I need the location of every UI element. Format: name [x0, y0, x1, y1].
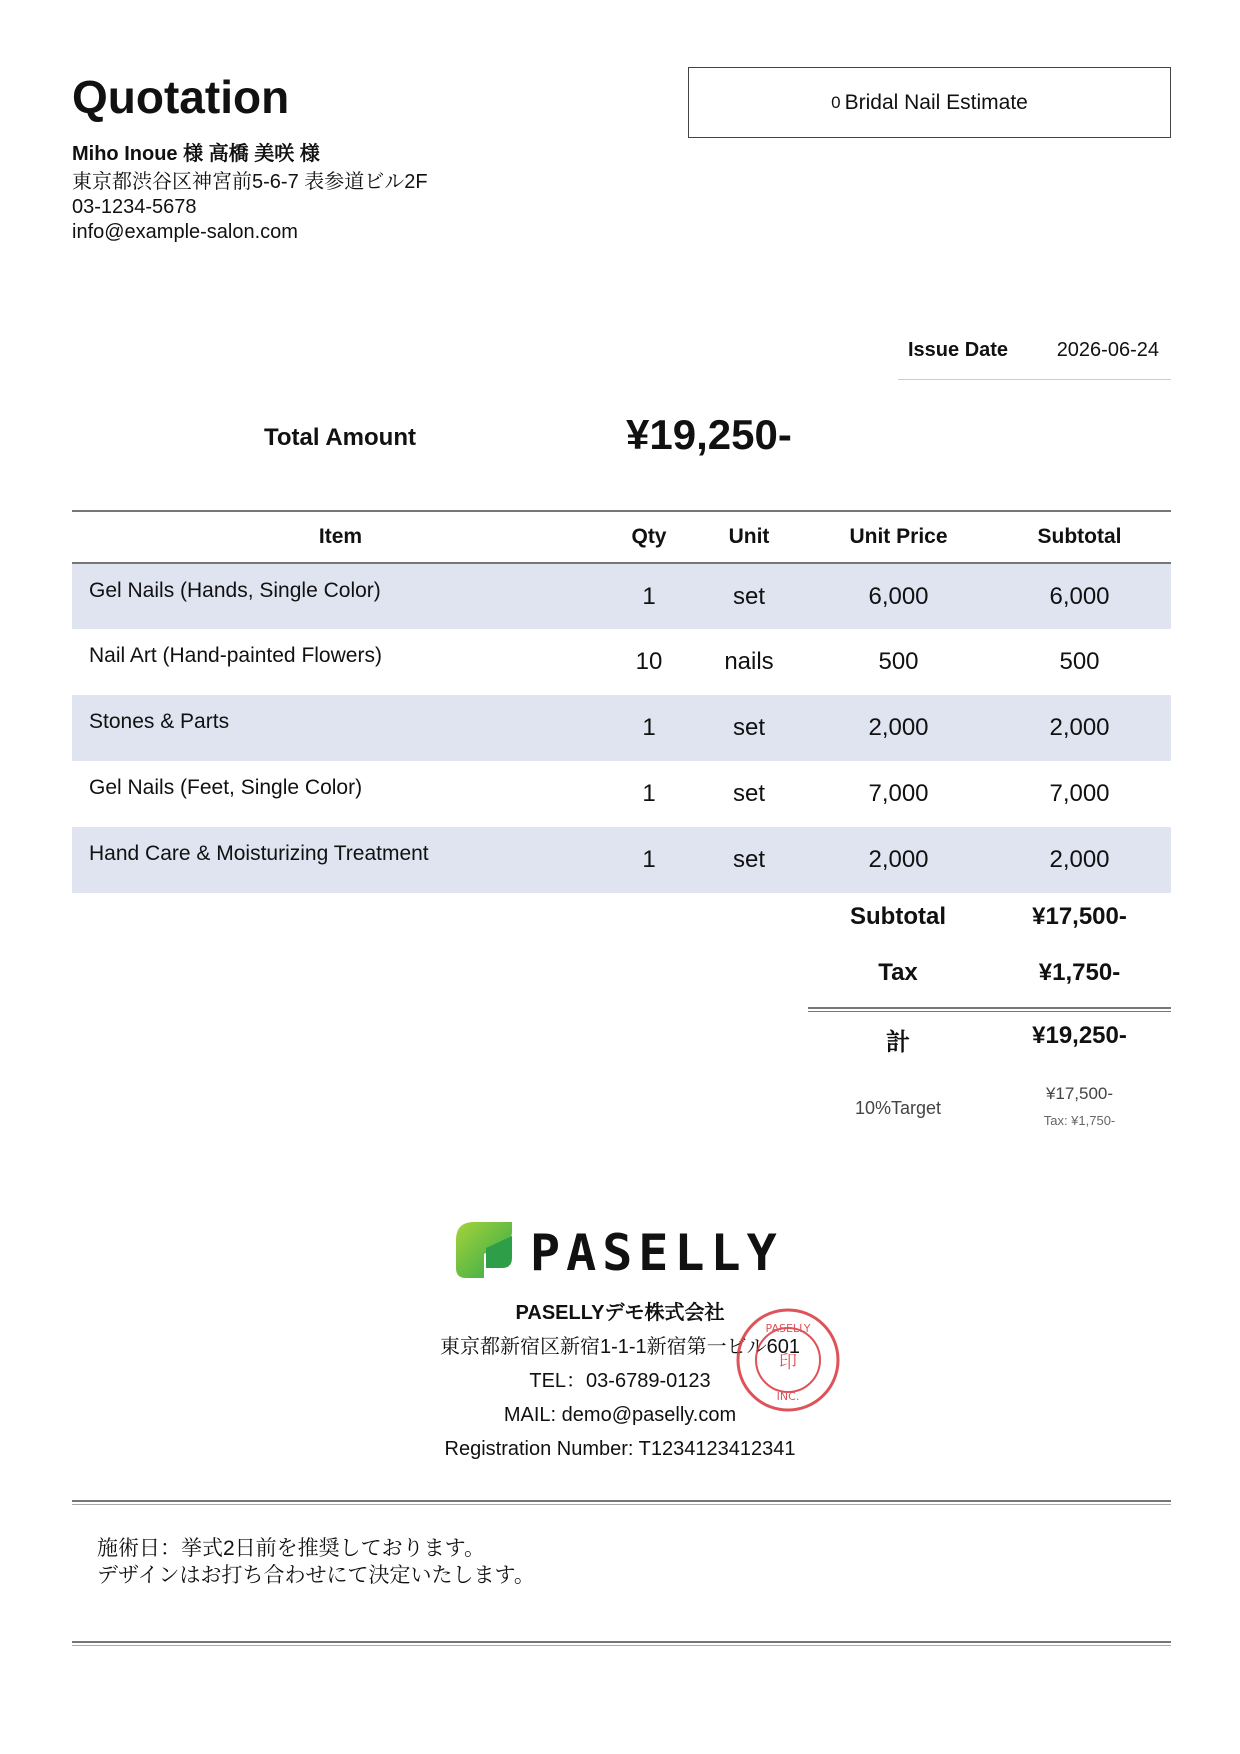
item-unit: set: [689, 563, 809, 629]
totals-divider: [808, 1007, 1171, 1012]
subject-box: [688, 67, 1171, 138]
tax-label: Tax: [878, 959, 918, 986]
item-unit: set: [689, 827, 809, 893]
notes-top-divider: [72, 1500, 1171, 1505]
table-row: [72, 629, 1171, 695]
tax-target-tax: Tax: ¥1,750-: [1043, 1113, 1116, 1128]
item-name: Gel Nails (Feet, Single Color): [89, 776, 363, 799]
tax-value: ¥1,750-: [1038, 959, 1121, 986]
company-name: PASELLYデモ株式会社: [515, 1302, 725, 1324]
item-name: Stones & Parts: [72, 695, 609, 761]
issue-date-label: Issue Date: [908, 339, 1009, 361]
item-unit-price: 2,000: [809, 695, 988, 761]
item-name: Hand Care & Moisturizing Treatment: [72, 827, 609, 893]
item-unit-price: 500: [878, 648, 919, 675]
item-subtotal: 2,000: [988, 695, 1171, 761]
issue-date-row: [898, 336, 1171, 380]
logo-mark-icon: [456, 1222, 512, 1278]
company-tel: TEL：03-6789-0123: [529, 1370, 711, 1392]
item-unit-price: 2,000: [809, 827, 988, 893]
grand-total-value: ¥19,250-: [1032, 1022, 1127, 1049]
header-subtotal: Subtotal: [988, 511, 1171, 563]
note-line: 施術日：挙式2日前を推奨しております。: [97, 1537, 485, 1560]
total-amount-label: Total Amount: [264, 424, 416, 451]
total-amount-value: ¥19,250-: [626, 411, 792, 458]
svg-text:INC.: INC.: [776, 1390, 800, 1403]
item-name: Nail Art (Hand-painted Flowers): [89, 644, 382, 667]
table-row: [72, 827, 1171, 893]
company-mail: MAIL: demo@paselly.com: [503, 1404, 737, 1426]
item-subtotal: 7,000: [1049, 780, 1110, 807]
tax-target-label: 10%Target: [854, 1098, 942, 1118]
svg-text:印: 印: [779, 1352, 797, 1373]
logo-wordmark: PASELLY: [530, 1224, 783, 1282]
item-subtotal: 500: [1059, 648, 1100, 675]
items-table: [72, 510, 1171, 893]
item-unit-price: 7,000: [868, 780, 929, 807]
table-row: [72, 761, 1171, 827]
item-qty: 1: [642, 780, 656, 807]
issue-date-value: 2026-06-24: [1056, 339, 1159, 361]
notes: [97, 1535, 535, 1589]
header-qty: Qty: [609, 511, 689, 563]
item-name: Gel Nails (Hands, Single Color): [72, 563, 609, 629]
company-seal-stamp: [734, 1306, 842, 1414]
company-registration: Registration Number: T1234123412341: [444, 1438, 796, 1460]
company-address: 東京都新宿区新宿1-1-1新宿第一ビル601: [439, 1336, 801, 1358]
client-address: 東京都渋谷区神宮前5-6-7 表参道ビル2F: [72, 171, 428, 193]
svg-text:PASELLY: PASELLY: [765, 1322, 811, 1335]
subtotal-label: Subtotal: [850, 903, 946, 930]
subtotal-value: ¥17,500-: [1032, 903, 1127, 930]
document-title: Quotation: [72, 71, 290, 123]
table-row: [72, 563, 1171, 629]
tax-target-amount: ¥17,500-: [1045, 1084, 1114, 1103]
header-unit: Unit: [689, 511, 809, 563]
item-subtotal: 6,000: [988, 563, 1171, 629]
item-unit: set: [689, 695, 809, 761]
note-line: デザインはお打ち合わせにて決定いたします。: [97, 1564, 535, 1587]
table-header-row: [72, 511, 1171, 563]
item-qty: 1: [609, 827, 689, 893]
customer-name: Miho Inoue 様 高橋 美咲 様: [72, 143, 320, 165]
header-unit-price: Unit Price: [809, 511, 988, 563]
header-item: Item: [72, 511, 609, 563]
item-qty: 1: [609, 695, 689, 761]
subject-text: Bridal Nail Estimate: [844, 90, 1028, 114]
item-unit-price: 6,000: [809, 563, 988, 629]
notes-bottom-divider: [72, 1641, 1171, 1646]
subject-number: 0: [831, 92, 841, 112]
client-email: info@example-salon.com: [72, 221, 298, 243]
company-logo: [456, 1218, 792, 1282]
client-phone: 03-1234-5678: [72, 196, 197, 218]
item-subtotal: 2,000: [988, 827, 1171, 893]
item-qty: 10: [635, 648, 663, 675]
grand-total-label: 計: [886, 1029, 910, 1056]
item-unit: nails: [724, 648, 774, 675]
item-unit: set: [732, 780, 765, 807]
table-row: [72, 695, 1171, 761]
client-info: [72, 170, 428, 245]
item-qty: 1: [609, 563, 689, 629]
